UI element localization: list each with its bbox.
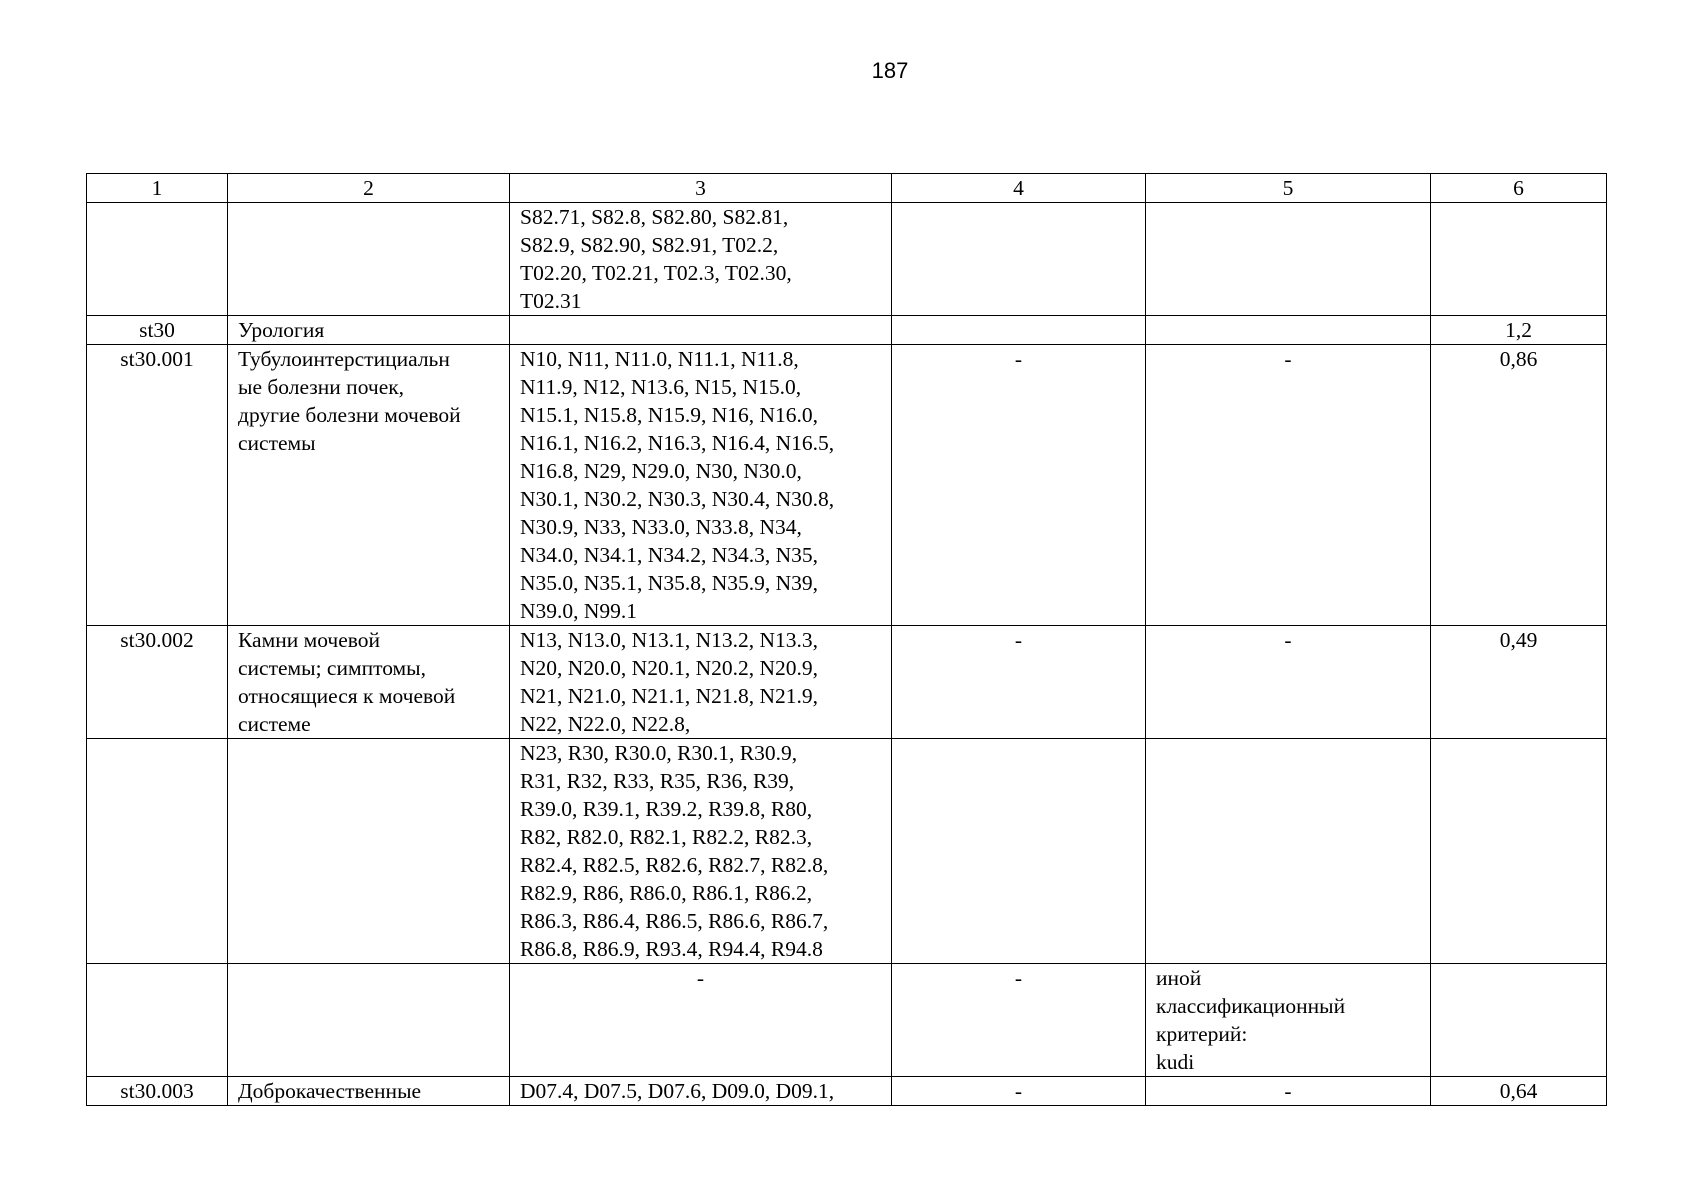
table-row [87,739,1607,964]
cell-col5 [1146,316,1431,345]
table-row [87,964,1607,1077]
cell-diagnoses: D07.4, D07.5, D07.6, D09.0, D09.1, [510,1077,892,1106]
cell-code [87,203,228,316]
cell-code: st30.002 [87,626,228,739]
cell-code [87,964,228,1077]
cell-diagnoses: - [510,964,892,1077]
cell-code [87,739,228,964]
cell-coef [1431,203,1607,316]
cell-name: Камни мочевой системы; симптомы, относящиеся к мочевой системе [228,626,510,739]
cell-col4: - [892,964,1146,1077]
column-header-1: 1 [87,174,228,203]
cell-col4 [892,316,1146,345]
cell-code: st30.003 [87,1077,228,1106]
cell-col5 [1146,203,1431,316]
cell-col5 [1146,739,1431,964]
cell-diagnoses [510,316,892,345]
cell-code: st30.001 [87,345,228,626]
cell-col5: - [1146,345,1431,626]
cell-name: Тубулоинтерстициальн ые болезни почек, другие болезни мочевой системы [228,345,510,626]
cell-col4: - [892,1077,1146,1106]
cell-col5: - [1146,1077,1431,1106]
cell-col4: - [892,626,1146,739]
cell-name [228,739,510,964]
column-header-5: 5 [1146,174,1431,203]
cell-col4 [892,203,1146,316]
cell-coef [1431,739,1607,964]
table-header-row [87,174,1607,203]
table-row [87,626,1607,739]
cell-name [228,203,510,316]
table-row [87,316,1607,345]
table-row [87,1077,1607,1106]
cell-name: Урология [228,316,510,345]
tariff-table [86,173,1607,1106]
cell-col5: иной классификационный критерий: kudi [1146,964,1431,1077]
cell-code: st30 [87,316,228,345]
page-number: 187 [871,58,909,83]
cell-coef: 0,86 [1431,345,1607,626]
table-row [87,203,1607,316]
cell-name [228,964,510,1077]
cell-diagnoses: S82.71, S82.8, S82.80, S82.81, S82.9, S82.90, S82.91, T02.2, T02.20, T02.21, T02.3, T02.30, T02.31 [510,203,892,316]
cell-coef: 0,64 [1431,1077,1607,1106]
cell-col4 [892,739,1146,964]
cell-col5: - [1146,626,1431,739]
cell-coef [1431,964,1607,1077]
cell-diagnoses: N10, N11, N11.0, N11.1, N11.8, N11.9, N12, N13.6, N15, N15.0, N15.1, N15.8, N15.9, N16, N16.0, N16.1, N16.2, N16.3, N16.4, N16.5, N16.8, N29, N29.0, N30, N30.0, N30.1, N30.2, N30.3, N30.4, N30.8, N30.9, N33, N33.0, N33.8, N34, N34.0, N34.1, N34.2, N34.3, N35, N35.0, N35.1, N35.8, N35.9, N39, N39.0, N99.1 [510,345,892,626]
cell-diagnoses: N13, N13.0, N13.1, N13.2, N13.3, N20, N20.0, N20.1, N20.2, N20.9, N21, N21.0, N21.1, N21.8, N21.9, N22, N22.0, N22.8, [510,626,892,739]
cell-coef: 0,49 [1431,626,1607,739]
cell-name: Доброкачественные [228,1077,510,1106]
cell-col4: - [892,345,1146,626]
column-header-4: 4 [892,174,1146,203]
cell-diagnoses: N23, R30, R30.0, R30.1, R30.9, R31, R32, R33, R35, R36, R39, R39.0, R39.1, R39.2, R39.8, R80, R82, R82.0, R82.1, R82.2, R82.3, R82.4, R82.5, R82.6, R82.7, R82.8, R82.9, R86, R86.0, R86.1, R86.2, R86.3, R86.4, R86.5, R86.6, R86.7, R86.8, R86.9, R93.4, R94.4, R94.8 [510,739,892,964]
cell-coef: 1,2 [1431,316,1607,345]
column-header-3: 3 [510,174,892,203]
column-header-2: 2 [228,174,510,203]
column-header-6: 6 [1431,174,1607,203]
table-row [87,345,1607,626]
